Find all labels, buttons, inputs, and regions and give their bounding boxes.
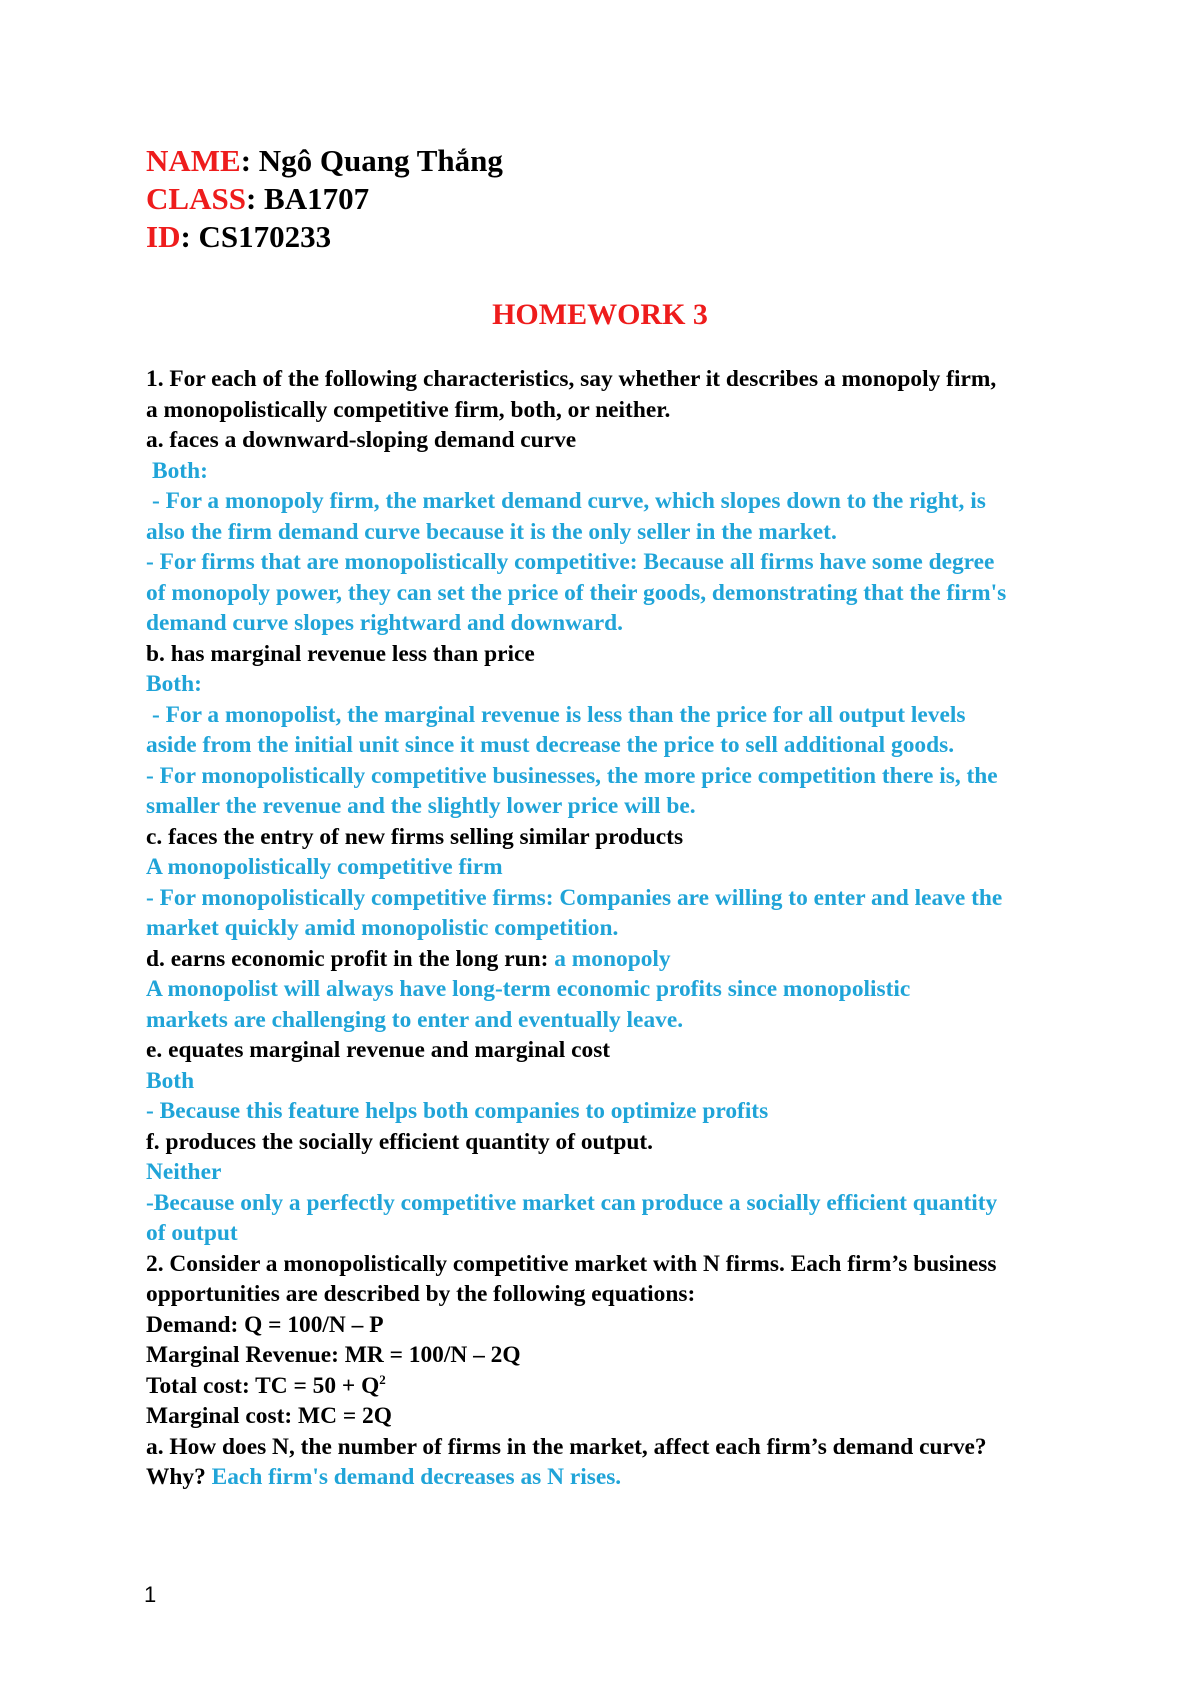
answer-1b-line: aside from the initial unit since it must decrease the price to sell additional goods. — [146, 732, 955, 758]
answer-1f-line: -Because only a perfectly competitive market can produce a socially efficient quantity — [146, 1189, 998, 1216]
demand-equation: Demand: Q = 100/N – P — [146, 1311, 384, 1338]
question-1d — [146, 944, 1096, 975]
marginal-revenue-equation: Marginal Revenue: MR = 100/N – 2Q — [146, 1342, 521, 1368]
question-2a-why — [146, 1462, 1096, 1493]
answer-1c-verdict: A monopolistically competitive firm — [146, 854, 503, 880]
answer-1a-line: - For firms that are monopolistically competitive: Because all firms have some degree — [146, 549, 995, 575]
question-1a: a. faces a downward-sloping demand curve — [146, 427, 577, 453]
id-label: ID — [146, 219, 181, 254]
answer-1a-line: of monopoly power, they can set the price of their goods, demonstrating that the firm's — [146, 579, 1007, 606]
question-1b: b. has marginal revenue less than price — [146, 640, 535, 667]
name-value: : Ngô Quang Thắng — [240, 143, 503, 178]
answer-1b-line: - For a monopolist, the marginal revenue is less than the price for all output levels — [152, 701, 966, 728]
answer-2a: Each firm's demand decreases as N rises. — [211, 1464, 622, 1490]
question-2-line: 2. Consider a monopolistically competitive market with N firms. Each firm’s business — [146, 1250, 997, 1277]
id-line — [146, 218, 503, 256]
id-value: : CS170233 — [180, 219, 332, 254]
answer-1a-line: also the firm demand curve because it is the only seller in the market. — [146, 518, 837, 545]
class-line — [146, 180, 503, 218]
question-1d-text: d. earns economic profit in the long run: — [146, 945, 555, 972]
answer-1e-line: - Because this feature helps both companies to optimize profits — [146, 1098, 769, 1124]
answer-1a-line: - For a monopoly firm, the market demand curve, which slopes down to the right, is — [152, 488, 986, 514]
answer-1c-line: - For monopolistically competitive firms: Companies are willing to enter and leave the — [146, 884, 1003, 911]
answer-1d-line: A monopolist will always have long-term economic profits since monopolistic — [146, 976, 911, 1002]
answer-1b-verdict: Both: — [146, 671, 202, 697]
question-1f: f. produces the socially efficient quantity of output. — [146, 1128, 654, 1155]
class-label: CLASS — [146, 181, 246, 216]
answer-1b-line: smaller the revenue and the slightly lower price will be. — [146, 793, 696, 819]
page-number: 1 — [144, 1582, 157, 1607]
answer-1f-line: of output — [146, 1220, 238, 1246]
student-info — [146, 142, 503, 256]
answer-1a-line: demand curve slopes rightward and downward. — [146, 610, 623, 636]
question-2a-why-label: Why? — [146, 1464, 212, 1490]
question-1-line: a monopolistically competitive firm, both, or neither. — [146, 396, 671, 423]
total-cost-text: Total cost: TC = 50 + Q — [146, 1372, 380, 1399]
question-1e: e. equates marginal revenue and marginal cost — [146, 1037, 611, 1063]
answer-1d-verdict: a monopoly — [554, 945, 671, 972]
answer-1f-verdict: Neither — [146, 1159, 222, 1185]
answer-1b-line: - For monopolistically competitive businesses, the more price competition there is, the — [146, 762, 998, 789]
answer-1d-line: markets are challenging to enter and eventually leave. — [146, 1006, 684, 1033]
question-1c: c. faces the entry of new firms selling similar products — [146, 823, 684, 850]
homework-title: HOMEWORK 3 — [492, 298, 708, 331]
name-line — [146, 142, 503, 180]
answer-1c-line: market quickly amid monopolistic competition. — [146, 915, 619, 941]
homework-body — [146, 364, 1096, 1493]
name-label: NAME — [146, 143, 241, 178]
total-cost-exponent: 2 — [379, 1371, 386, 1387]
question-1-line: 1. For each of the following characteristics, say whether it describes a monopoly firm, — [146, 366, 997, 392]
answer-1a-verdict: Both: — [152, 457, 208, 484]
class-value: : BA1707 — [245, 181, 370, 216]
answer-1e-verdict: Both — [146, 1067, 195, 1094]
question-2-line: opportunities are described by the following equations: — [146, 1281, 696, 1307]
marginal-cost-equation: Marginal cost: MC = 2Q — [146, 1403, 392, 1429]
question-2a: a. How does N, the number of firms in the market, affect each firm’s demand curve? — [146, 1433, 987, 1460]
total-cost-equation — [146, 1371, 1096, 1402]
